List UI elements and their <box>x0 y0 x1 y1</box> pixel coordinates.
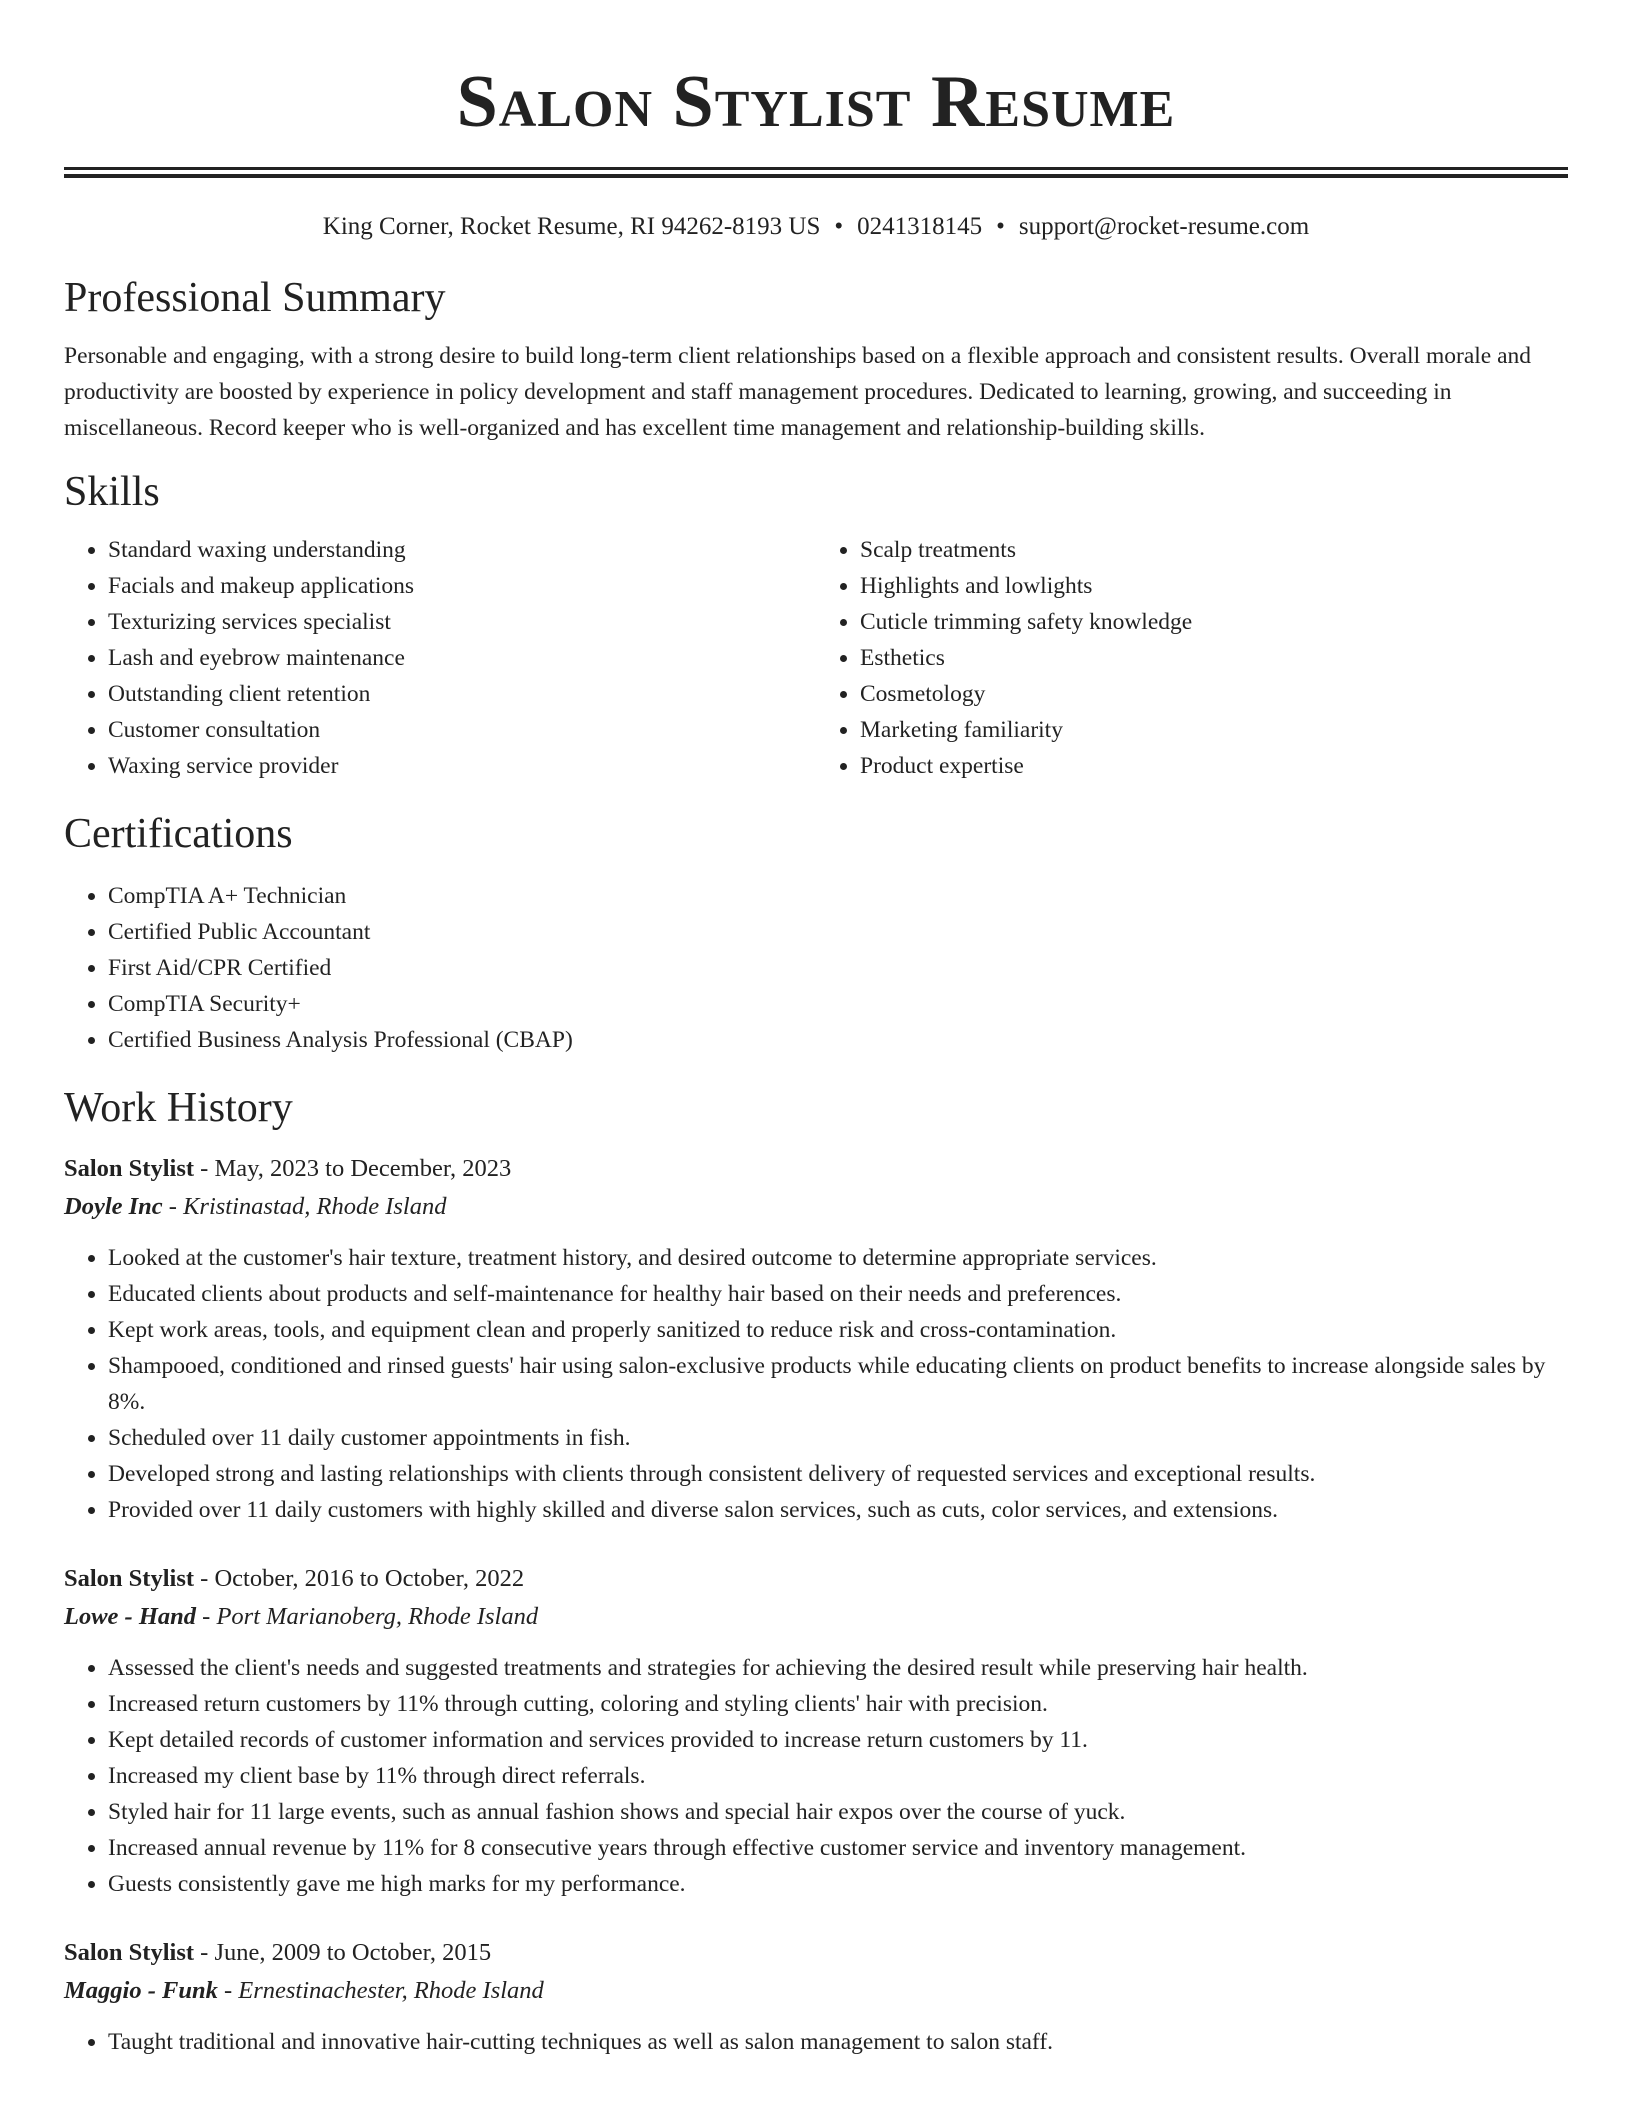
skill-item: • Texturizing services specialist <box>108 604 816 640</box>
contact-phone: 0241318145 <box>857 213 983 240</box>
contact-line <box>64 210 1568 244</box>
summary-text: Personable and engaging, with a strong desire to build long-term client relationships based on a flexible approach and consistent results. Overall morale and productivity are boosted by experience in policy development and staff management procedures. Dedicated to learning, growing, and succeeding in miscellaneous. Record keeper who is well-organized and has excellent time management and relationship-building skills. <box>64 343 1532 441</box>
summary-heading: Professional Summary <box>64 275 446 321</box>
job-bullet: • Kept detailed records of customer information and services provided to increase return customers by 11. <box>108 1722 1568 1758</box>
skill-item: • Outstanding client retention <box>108 676 816 712</box>
job-location: Port Marianoberg, Rhode Island <box>216 1603 539 1630</box>
skills-right-list <box>816 532 1568 784</box>
job-dates: October, 2016 to October, 2022 <box>214 1565 525 1592</box>
job-bullet: • Provided over 11 daily customers with highly skilled and diverse salon services, such as cuts, color services, and extensions. <box>108 1492 1568 1528</box>
job-location: Kristinastad, Rhode Island <box>183 1193 447 1220</box>
contact-address: King Corner, Rocket Resume, RI 94262-8193 US <box>322 213 821 240</box>
certification-item: • CompTIA Security+ <box>108 986 1568 1022</box>
skill-item: • Facials and makeup applications <box>108 568 816 604</box>
job-bullet: • Kept work areas, tools, and equipment clean and properly sanitized to reduce risk and cross-contamination. <box>108 1312 1568 1348</box>
skill-item: • Product expertise <box>860 748 1568 784</box>
job-company: Maggio - Funk <box>64 1977 218 2004</box>
job-entry <box>64 1560 1568 1902</box>
job-bullet: • Taught traditional and innovative hair-cutting techniques as well as salon management to salon staff. <box>108 2024 1568 2060</box>
job-bullet: • Developed strong and lasting relationships with clients through consistent delivery of requested services and exceptional results. <box>108 1456 1568 1492</box>
certifications-heading: Certifications <box>64 811 293 857</box>
job-bullet: • Looked at the customer's hair texture, treatment history, and desired outcome to determine appropriate services. <box>108 1240 1568 1276</box>
skills-left-list <box>64 532 816 784</box>
job-company-line: Lowe - Hand - Port Marianoberg, Rhode Island <box>64 1603 539 1630</box>
certification-item: • Certified Public Accountant <box>108 914 1568 950</box>
job-bullet: • Increased my client base by 11% through direct referrals. <box>108 1758 1568 1794</box>
job-company-line: Doyle Inc - Kristinastad, Rhode Island <box>64 1193 447 1220</box>
job-dates: May, 2023 to December, 2023 <box>214 1155 512 1182</box>
certification-item: • CompTIA A+ Technician <box>108 878 1568 914</box>
skill-item: • Scalp treatments <box>860 532 1568 568</box>
job-title: Salon Stylist <box>64 1565 195 1592</box>
job-bullets <box>64 1650 1568 1902</box>
job-bullet: • Styled hair for 11 large events, such as annual fashion shows and special hair expos over the course of yuck. <box>108 1794 1568 1830</box>
contact-separator: • <box>834 213 844 240</box>
certification-item: • Certified Business Analysis Professional (CBAP) <box>108 1022 1568 1058</box>
job-bullet: • Scheduled over 11 daily customer appointments in fish. <box>108 1420 1568 1456</box>
job-location: Ernestinachester, Rhode Island <box>238 1977 544 2004</box>
job-company: Lowe - Hand <box>64 1603 197 1630</box>
skill-item: • Customer consultation <box>108 712 816 748</box>
contact-email[interactable]: support@rocket-resume.com <box>1018 213 1310 240</box>
job-entry <box>64 1934 1568 2060</box>
job-title: Salon Stylist <box>64 1155 195 1182</box>
job-bullet: • Increased return customers by 11% through cutting, coloring and styling clients' hair with precision. <box>108 1686 1568 1722</box>
job-bullet: • Assessed the client's needs and suggested treatments and strategies for achieving the desired result while preserving hair health. <box>108 1650 1568 1686</box>
title-double-rule <box>64 167 1568 178</box>
job-bullet: • Increased annual revenue by 11% for 8 consecutive years through effective customer service and inventory management. <box>108 1830 1568 1866</box>
job-company-line: Maggio - Funk - Ernestinachester, Rhode Island <box>64 1977 544 2004</box>
job-bullet: • Educated clients about products and self-maintenance for healthy hair based on their needs and preferences. <box>108 1276 1568 1312</box>
job-bullets <box>64 2024 1568 2060</box>
skill-item: • Highlights and lowlights <box>860 568 1568 604</box>
certification-item: • First Aid/CPR Certified <box>108 950 1568 986</box>
skills-grid <box>64 532 1568 784</box>
job-bullet: • Guests consistently gave me high marks for my performance. <box>108 1866 1568 1902</box>
skills-heading: Skills <box>64 469 160 515</box>
skill-item: • Cuticle trimming safety knowledge <box>860 604 1568 640</box>
job-bullets <box>64 1240 1568 1528</box>
contact-separator: • <box>996 213 1005 240</box>
certifications-list <box>64 878 1568 1058</box>
job-entry <box>64 1150 1568 1528</box>
skill-item: • Marketing familiarity <box>860 712 1568 748</box>
job-title-line: Salon Stylist - October, 2016 to October, 2022 <box>64 1565 525 1592</box>
job-dates: June, 2009 to October, 2015 <box>214 1939 492 1966</box>
skill-item: • Lash and eyebrow maintenance <box>108 640 816 676</box>
job-company: Doyle Inc <box>64 1193 163 1220</box>
skill-item: • Esthetics <box>860 640 1568 676</box>
job-title-line: Salon Stylist - June, 2009 to October, 2015 <box>64 1939 492 1966</box>
job-bullet: • Shampooed, conditioned and rinsed guests' hair using salon-exclusive products while educating clients on product benefits to increase alongside sales by 8%. <box>108 1348 1568 1420</box>
skill-item: • Standard waxing understanding <box>108 532 816 568</box>
work-history-heading: Work History <box>64 1085 293 1131</box>
resume-title: Salon Stylist Resume <box>456 61 1176 143</box>
job-title: Salon Stylist <box>64 1939 195 1966</box>
skill-item: • Waxing service provider <box>108 748 816 784</box>
skill-item: • Cosmetology <box>860 676 1568 712</box>
job-title-line: Salon Stylist - May, 2023 to December, 2023 <box>64 1155 512 1182</box>
